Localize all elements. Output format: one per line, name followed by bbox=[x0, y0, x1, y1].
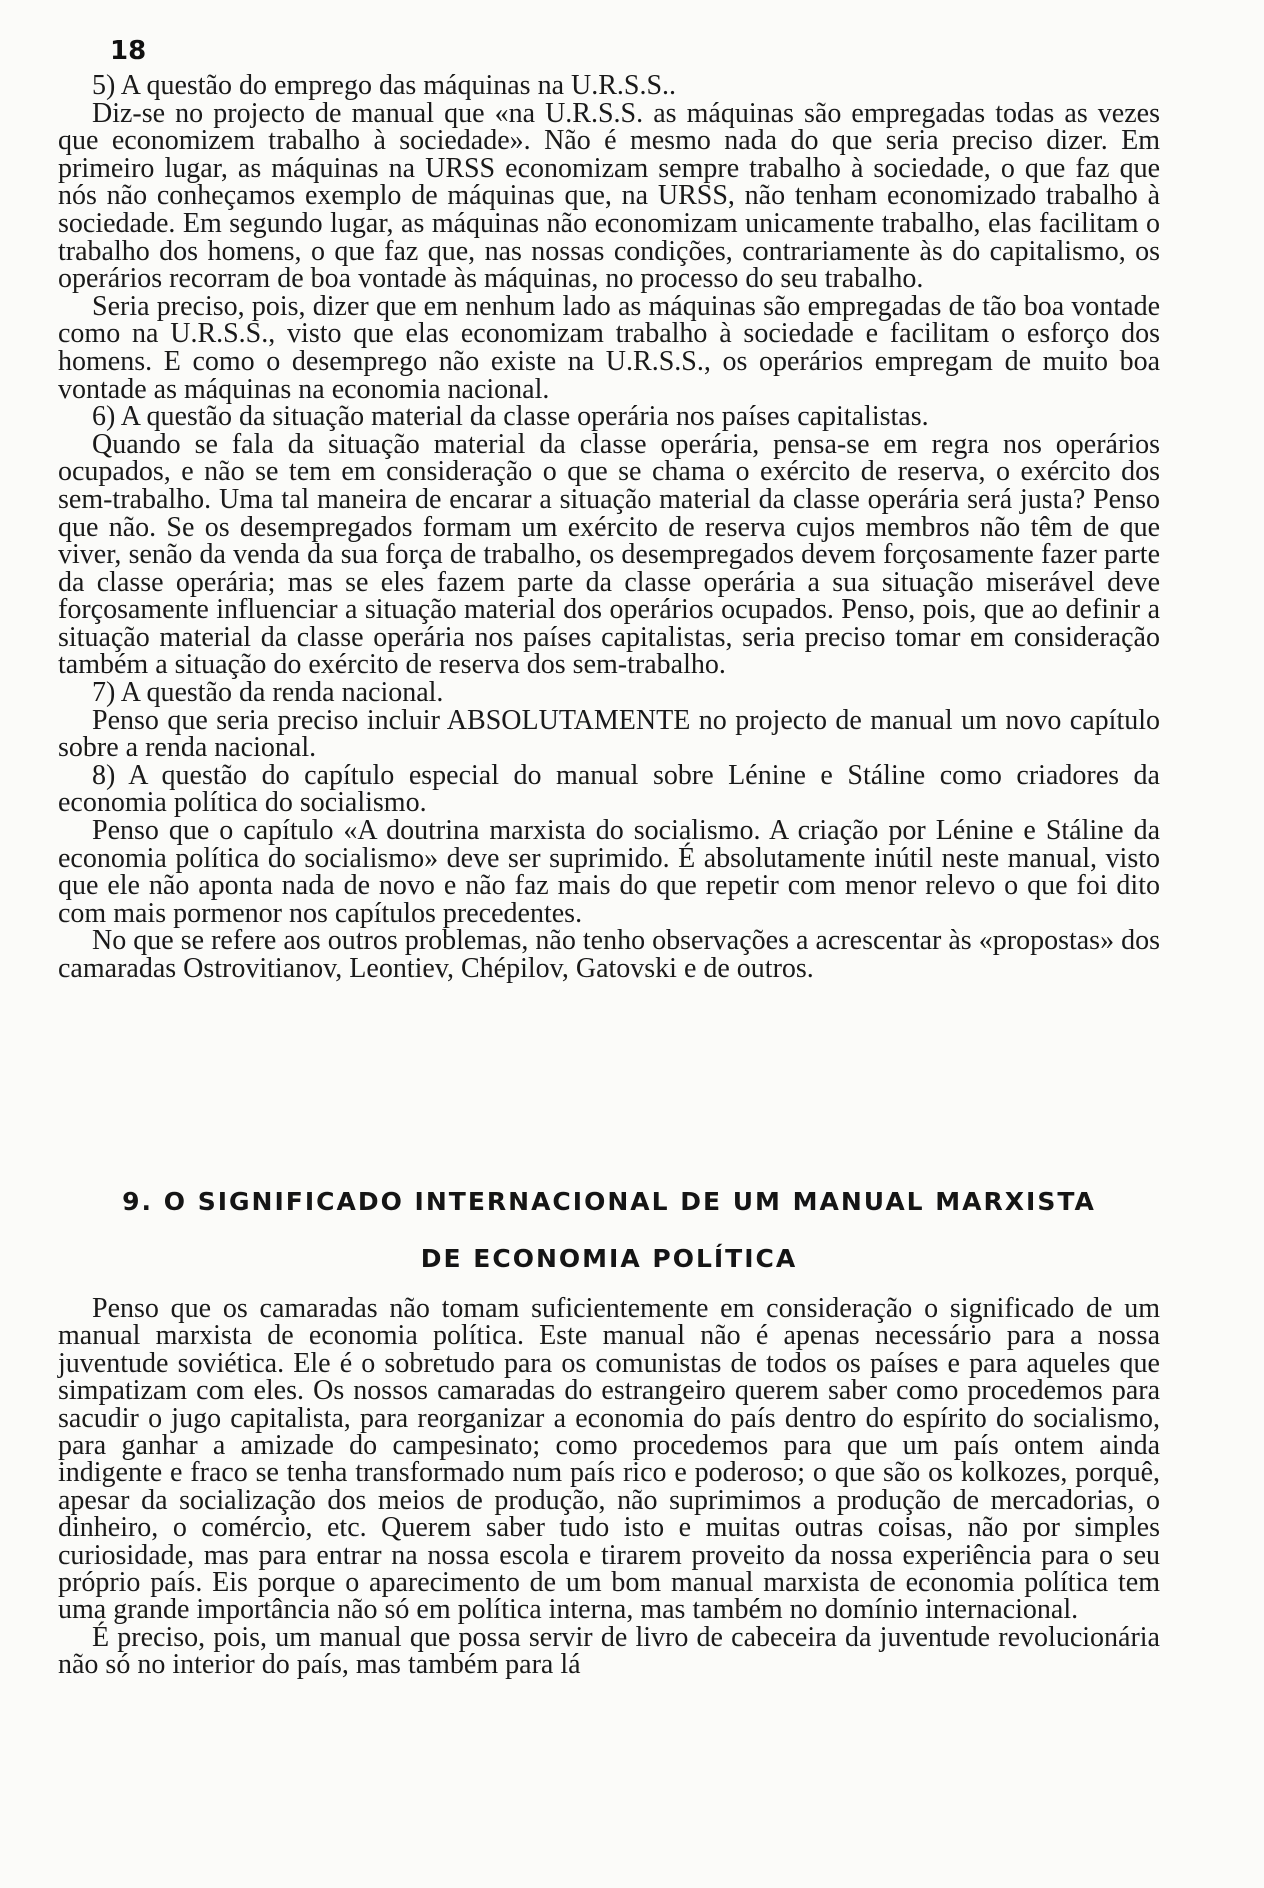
item-heading-7: 7) A questão da renda nacional. bbox=[92, 677, 444, 709]
main-text-block bbox=[58, 72, 1160, 983]
section-heading-continued: DE ECONOMIA POLÍTICA bbox=[420, 1244, 798, 1273]
paragraph: Quando se fala da situação material da classe operária, pensa-se em regra nos operários ocupados, e não se tem em consideração o que se chama o exército de reserva, o exército dos sem-trabalho. Uma tal maneira de encarar a situação material da classe operária será justa? Penso que não. Se os desempregados formam um exército de reserva cujos membros não têm de que viver, senão da venda da sua força de trabalho, os desempregados devem forçosamente fazer parte da classe operária; mas se eles fazem parte da classe operária a sua situação miserável deve forçosamente influenciar a situação material dos operários ocupados. Penso, pois, que ao definir a situação material da classe operária nos países capitalistas, seria preciso tomar em consideração também a situação do exército de reserva dos sem-trabalho. bbox=[58, 428, 1160, 681]
paragraph: Diz-se no projecto de manual que «na U.R.S.S. as máquinas são empregadas todas as vezes que economizem trabalho à sociedade». Não é mesmo nada do que seria preciso dizer. Em primeiro lugar, as máquinas na URSS economizam sempre trabalho à sociedade, o que faz que nós não conheçamos exemplo de máquinas que, na URSS, não tenham economizado trabalho à sociedade. Em segundo lugar, as máquinas não economizam unicamente trabalho, elas facilitam o trabalho dos homens, o que faz que, nas nossas condições, contrariamente às do capitalismo, os operários recorram de boa vontade às máquinas, no processo do seu trabalho. bbox=[58, 97, 1160, 295]
item-heading-8: 8) A questão do capítulo especial do manual sobre Lénine e Stáline como criadores da economia política do socialismo. bbox=[58, 759, 1160, 819]
page-number: 18 bbox=[110, 36, 147, 66]
paragraph: No que se refere aos outros problemas, não tenho observações a acrescentar às «propostas» dos camaradas Ostrovitianov, Leontiev, Chépilov, Gatovski e de outros. bbox=[58, 925, 1160, 984]
paragraph: Seria preciso, pois, dizer que em nenhum lado as máquinas são empregadas de tão boa vontade como na U.R.S.S., visto que elas economizam trabalho à sociedade e facilitam o esforço dos homens. E como o desemprego não existe na U.R.S.S., os operários empregam de muito boa vontade as máquinas na economia nacional. bbox=[58, 290, 1160, 405]
paragraph: Penso que o capítulo «A doutrina marxista do socialismo. A criação por Lénine e Stáline da economia política do socialismo» deve ser suprimido. É absolutamente inútil neste manual, visto que ele não aponta nada de novo e não faz mais do que repetir com menor relevo o que foi dito com mais pormenor nos capítulos precedentes. bbox=[58, 815, 1160, 929]
item-heading-5: 5) A questão do emprego das máquinas na U.R.S.S.. bbox=[92, 70, 677, 101]
item-heading-6: 6) A questão da situação material da classe operária nos países capitalistas. bbox=[92, 401, 929, 433]
paragraph: Penso que os camaradas não tomam suficientemente em consideração o significado de um manual marxista de economia política. Este manual não é apenas necessário para a nossa juventude soviética. Ele é o sobretudo para os comunistas de todos os países e para aqueles que simpatizam com eles. Os nossos camaradas do estrangeiro querem saber como procedemos para sacudir o jugo capitalista, para reorganizar a economia do país dentro do espírito do socialismo, para ganhar a amizade do campesinato; como procedemos para que um país ontem ainda indigente e fraco se tenha transformado num país rico e poderoso; o que são os kolkozes, porquê, apesar da socialização dos meios de produção, não suprimimos a produção de mercadorias, o dinheiro, o comércio, etc. Querem saber tudo isto e muitas outras coisas, não por simples curiosidade, mas para entrar na nossa escola e tirarem proveito da nossa experiência para o seu próprio país. Eis porque o aparecimento de um bom manual marxista de economia política tem uma grande importância não só em política interna, mas também no domínio internacional. bbox=[58, 1293, 1160, 1626]
paragraph: Penso que seria preciso incluir ABSOLUTAMENTE no projecto de manual um novo capítulo sobre a renda nacional. bbox=[58, 704, 1160, 764]
paragraph: É preciso, pois, um manual que possa servir de livro de cabeceira da juventude revolucionária não só no interior do país, mas também para lá bbox=[58, 1621, 1160, 1681]
section-heading: 9. O SIGNIFICADO INTERNACIONAL DE UM MANUAL MARXISTA bbox=[122, 1187, 1096, 1216]
section-text-block bbox=[58, 1295, 1160, 1679]
